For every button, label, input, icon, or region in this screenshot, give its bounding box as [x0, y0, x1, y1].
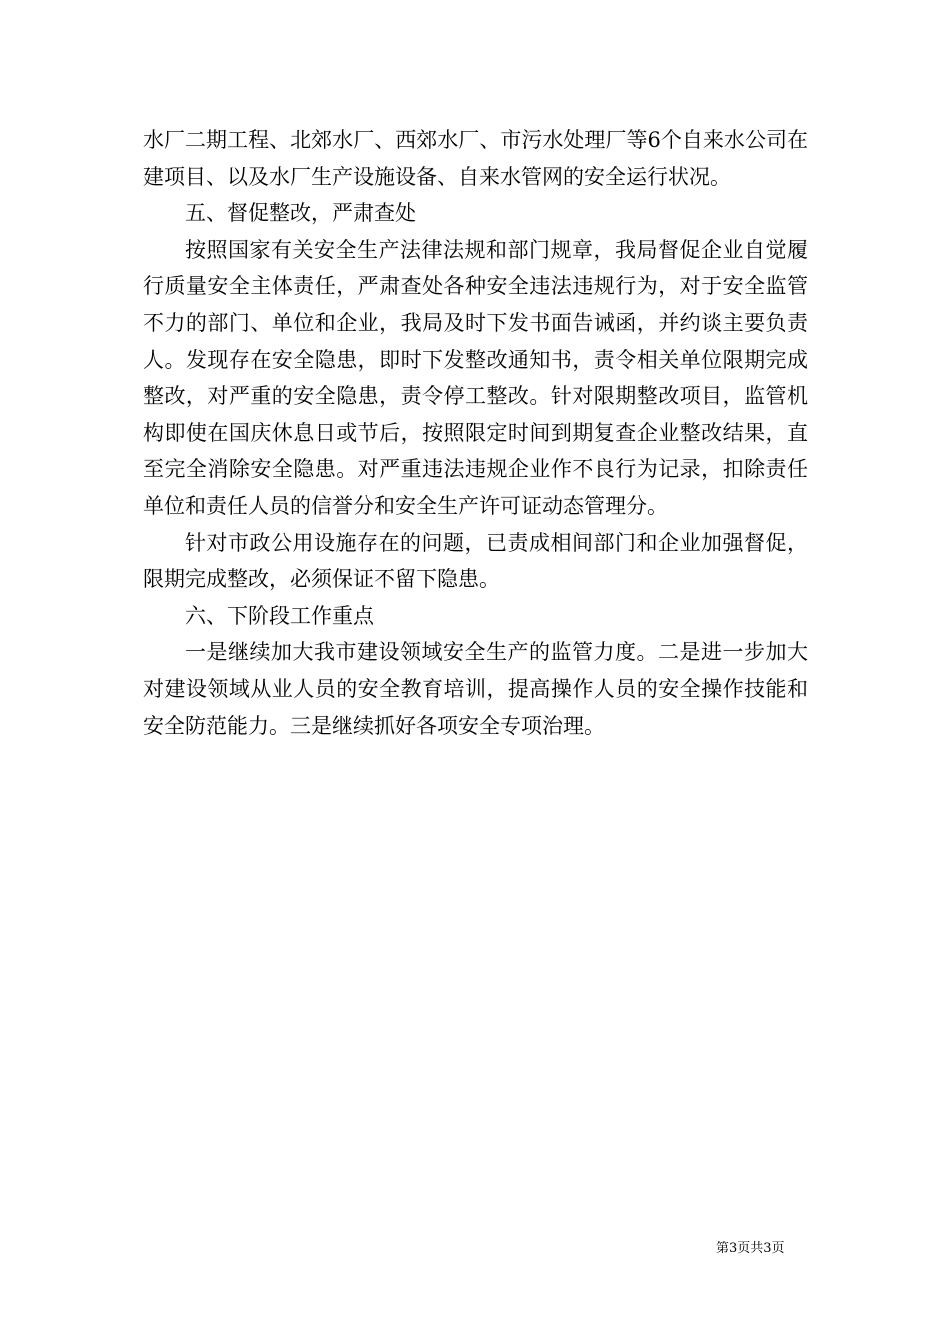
paragraph-municipal-facilities: 针对市政公用设施存在的问题，已责成相间部门和企业加强督促，限期完成整改，必须保证不留下隐患。	[143, 530, 808, 592]
paragraph-rectification: 按照国家有关安全生产法律法规和部门规章，我局督促企业自觉履行质量安全主体责任，严肃查处各种安全违法违规行为，对于安全监管不力的部门、单位和企业，我局及时下发书面告诫函，并约谈主要负责人。发现存在安全隐患，即时下发整改通知书，责令相关单位限期完成整改，对严重的安全隐患，责令停工整改。针对限期整改项目，监管机构即使在国庆休息日或节后，按照限定时间到期复查企业整改结果，直至完全消除安全隐患。对严重违法违规企业作不良行为记录，扣除责任单位和责任人员的信誉分和安全生产许可证动态管理分。	[143, 237, 808, 518]
page-number-footer: 第3页共3页	[716, 1241, 785, 1256]
document-body	[143, 122, 808, 744]
section-heading-6: 六、下阶段工作重点	[185, 603, 374, 628]
section-heading-5: 五、督促整改，严肃查处	[185, 201, 416, 226]
paragraph-next-steps: 一是继续加大我市建设领域安全生产的监管力度。二是进一步加大对建设领域从业人员的安全教育培训，提高操作人员的安全操作技能和安全防范能力。三是继续抓好各项安全专项治理。	[143, 640, 808, 738]
paragraph-continuation: 水厂二期工程、北郊水厂、西郊水厂、市污水处理厂等6个自来水公司在建项目、以及水厂生产设施设备、自来水管网的安全运行状况。	[143, 128, 808, 189]
